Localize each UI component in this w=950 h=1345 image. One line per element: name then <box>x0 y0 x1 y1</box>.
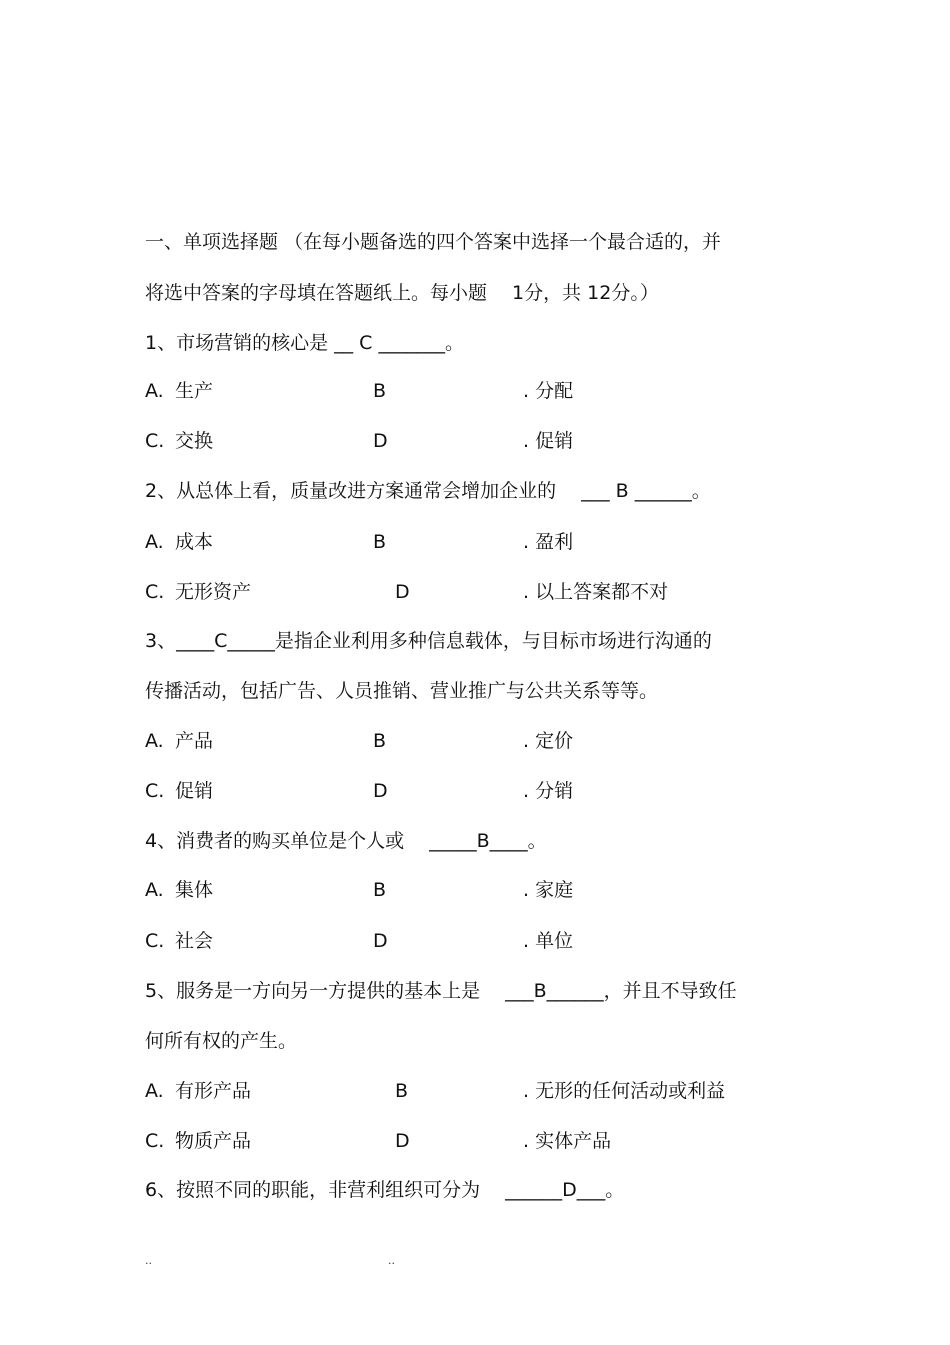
footer-right-marker: .. <box>388 1254 395 1267</box>
q3-option-b-text: . 定价 <box>523 730 574 752</box>
q2-option-a-text: 成本 <box>175 531 214 553</box>
question-3-stem-cont: 传播活动，包括广告、人员推销、营业推广与公共关系等等。 <box>145 680 659 702</box>
q4-option-c-letter: C. <box>145 930 165 952</box>
question-1-stem: 1、市场营销的核心是 __ C _______。 <box>145 332 464 354</box>
q4-option-a-text: 集体 <box>175 879 214 901</box>
question-5-stem: 5、服务是一方向另一方提供的基本上是 ___B______，并且不导致任 <box>145 980 737 1002</box>
q1-option-a-letter: A. <box>145 380 164 402</box>
q3-option-d-text: . 分销 <box>523 780 574 802</box>
question-3-stem: 3、____C_____是指企业利用多种信息载体，与目标市场进行沟通的 <box>145 630 712 652</box>
q5-option-c-text: 物质产品 <box>175 1130 252 1152</box>
q3-option-b-letter: B <box>373 730 387 752</box>
q1-option-c-letter: C. <box>145 430 165 452</box>
q1-option-a-text: 生产 <box>175 380 214 402</box>
section-title-cont: 将选中答案的字母填在答题纸上。每小题 1分，共 12分。） <box>145 282 659 304</box>
q4-option-d-text: . 单位 <box>523 930 574 952</box>
q2-option-c-text: 无形资产 <box>175 581 252 603</box>
q5-option-b-text: . 无形的任何活动或利益 <box>523 1080 726 1102</box>
q4-option-b-text: . 家庭 <box>523 879 574 901</box>
q2-option-d-letter: D <box>395 581 410 603</box>
q3-option-a-letter: A. <box>145 730 164 752</box>
q1-option-b-text: . 分配 <box>523 380 574 402</box>
footer-left-marker: .. <box>145 1254 152 1267</box>
q1-option-b-letter: B <box>373 380 387 402</box>
question-2-stem: 2、从总体上看，质量改进方案通常会增加企业的 ___ B ______。 <box>145 480 711 502</box>
q1-option-d-letter: D <box>373 430 388 452</box>
q4-option-a-letter: A. <box>145 879 164 901</box>
q4-option-c-text: 社会 <box>175 930 214 952</box>
question-5-stem-cont: 何所有权的产生。 <box>145 1030 298 1052</box>
q3-option-c-letter: C. <box>145 780 165 802</box>
q2-option-c-letter: C. <box>145 581 165 603</box>
q2-option-b-letter: B <box>373 531 387 553</box>
q5-option-b-letter: B <box>395 1080 409 1102</box>
q1-option-c-text: 交换 <box>175 430 214 452</box>
q2-option-a-letter: A. <box>145 531 164 553</box>
q5-option-c-letter: C. <box>145 1130 165 1152</box>
section-title: 一、单项选择题 （在每小题备选的四个答案中选择一个最合适的，并 <box>145 231 722 253</box>
q4-option-b-letter: B <box>373 879 387 901</box>
q4-option-d-letter: D <box>373 930 388 952</box>
q5-option-a-letter: A. <box>145 1080 164 1102</box>
q3-option-a-text: 产品 <box>175 730 214 752</box>
q2-option-d-text: . 以上答案都不对 <box>523 581 669 603</box>
q1-option-d-text: . 促销 <box>523 430 574 452</box>
q3-option-c-text: 促销 <box>175 780 214 802</box>
question-6-stem: 6、按照不同的职能，非营利组织可分为 ______D___。 <box>145 1179 625 1201</box>
question-4-stem: 4、消费者的购买单位是个人或 _____B____。 <box>145 830 547 852</box>
q5-option-d-letter: D <box>395 1130 410 1152</box>
q2-option-b-text: . 盈利 <box>523 531 574 553</box>
q5-option-d-text: . 实体产品 <box>523 1130 612 1152</box>
q3-option-d-letter: D <box>373 780 388 802</box>
q5-option-a-text: 有形产品 <box>175 1080 252 1102</box>
